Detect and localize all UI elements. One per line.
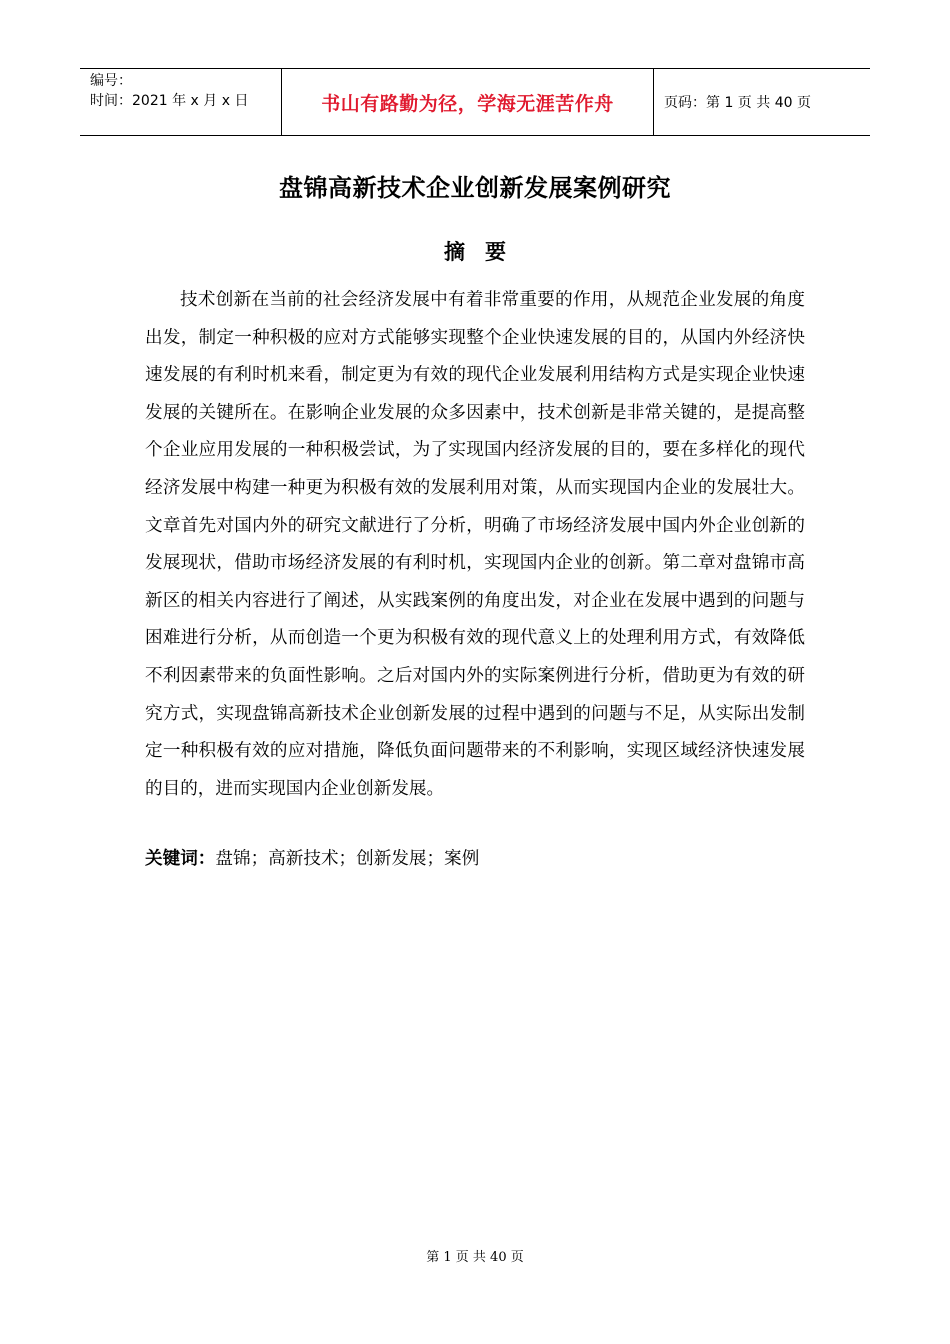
header-page-info: 页码：第 1 页 共 40 页: [664, 95, 811, 111]
abstract-heading: 摘要: [444, 240, 526, 264]
keywords-label: 关键词：: [145, 849, 216, 869]
page-footer: 第 1 页 共 40 页: [426, 1250, 524, 1265]
document-header-table: [80, 68, 870, 136]
header-time-label: 时间：2021 年 x 月 x 日: [90, 93, 249, 109]
keywords-line: [145, 841, 805, 879]
header-motto: 书山有路勤为径，学海无涯苦作舟: [281, 69, 654, 135]
keywords-values: 盘锦；高新技术；创新发展；案例: [215, 849, 480, 869]
abstract-body: 技术创新在当前的社会经济发展中有着非常重要的作用，从规范企业发展的角度出发，制定一种积极的应对方式能够实现整个企业快速发展的目的，从国内外经济快速发展的有利时机来看，制定更为有效的现代企业发展利用结构方式是实现企业快速发展的关键所在。在影响企业发展的众多因素中，技术创新是非常关键的，是提高整个企业应用发展的一种积极尝试，为了实现国内经济发展的目的，要在多样化的现代经济发展中构建一种更为积极有效的发展利用对策，从而实现国内企业的发展壮大。文章首先对国内外的研究文献进行了分析，明确了市场经济发展中国内外企业创新的发展现状，借助市场经济发展的有利时机，实现国内企业的创新。第二章对盘锦市高新区的相关内容进行了阐述，从实践案例的角度出发，对企业在发展中遇到的问题与困难进行分析，从而创造一个更为积极有效的现代意义上的处理利用方式，有效降低不利因素带来的负面性影响。之后对国内外的实际案例进行分析，借助更为有效的研究方式，实现盘锦高新技术企业创新发展的过程中遇到的问题与不足，从实际出发制定一种积极有效的应对措施，降低负面问题带来的不利影响，实现区域经济快速发展的目的，进而实现国内企业创新发展。: [145, 290, 805, 799]
header-meta-cell: [80, 69, 281, 135]
header-number-label: 编号：: [90, 73, 132, 89]
document-title: 盘锦高新技术企业创新发展案例研究: [279, 174, 671, 202]
